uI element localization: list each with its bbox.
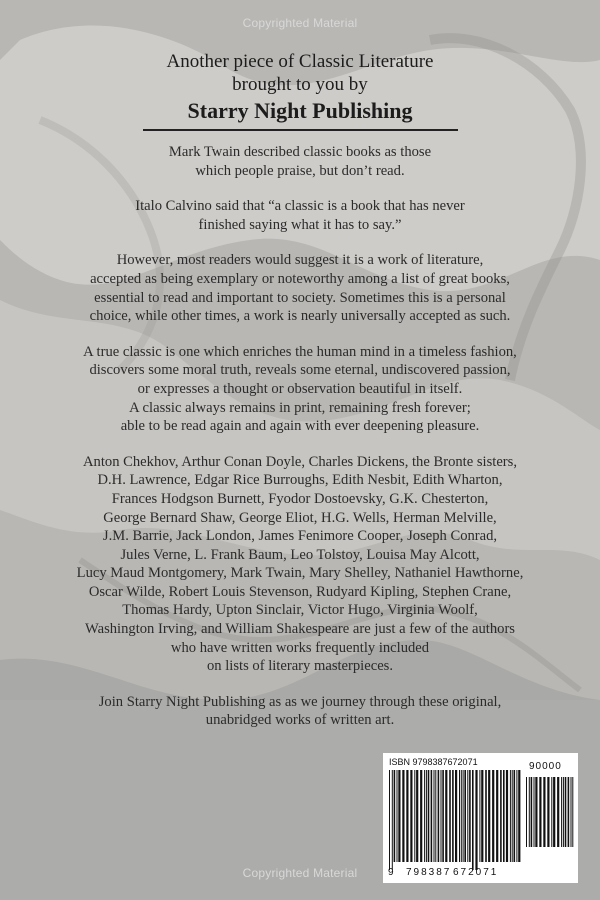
barcode-bar — [518, 770, 520, 862]
barcode-bar — [428, 770, 430, 862]
isbn-barcode — [383, 753, 578, 883]
barcode-bar — [543, 777, 545, 847]
paragraph-join: Join Starry Night Publishing as as we journey through these original, unabridged works of written art. — [98, 693, 502, 729]
barcode-bar — [434, 770, 435, 862]
barcode-left-digits: 798387 — [406, 867, 452, 878]
barcode-bar — [526, 777, 527, 847]
isbn-label: ISBN 9798387672071 — [389, 757, 478, 767]
barcode-lead-digit: 9 — [388, 867, 394, 878]
paragraph-definition: However, most readers would suggest it is a work of literature, accepted as being exemplary or noteworthy among a list of great books, essential to read and important to society. Sometimes this is a personal choice, while other times, a work is nearly universally accepted as such. — [89, 252, 511, 325]
barcode-bar — [402, 770, 404, 862]
paragraph-calvino: Italo Calvino said that “a classic is a book that has never finished saying what it has to say.” — [135, 198, 465, 233]
barcode-bar — [392, 770, 393, 870]
barcode-bar — [469, 770, 471, 862]
barcode-bar — [516, 770, 517, 862]
heading-line-1: Another piece of Classic Literature — [166, 51, 434, 72]
barcode-bar — [394, 770, 396, 862]
barcode-bar — [463, 770, 464, 862]
barcode-bar — [503, 770, 505, 862]
barcode-bar — [475, 770, 477, 870]
barcode-bar — [496, 770, 498, 862]
barcode-bar — [512, 770, 513, 862]
barcode-bar — [510, 770, 511, 862]
barcode-bar — [441, 770, 442, 862]
barcode-bar — [553, 777, 555, 847]
barcode-bar — [467, 770, 468, 862]
barcode-right-digits: 672071 — [453, 867, 499, 878]
addon-digits: 90000 — [529, 761, 562, 772]
barcode-bar — [455, 770, 457, 862]
barcode-bar — [531, 777, 533, 847]
barcode-bar — [572, 777, 573, 847]
barcode-bar — [563, 777, 564, 847]
barcode-bar — [445, 770, 447, 862]
barcode-bar — [488, 770, 490, 862]
barcode-bar — [438, 770, 440, 862]
barcode-bar — [514, 770, 516, 862]
barcode-bar — [479, 770, 480, 862]
paragraph-authors: Anton Chekhov, Arthur Conan Doyle, Charles Dickens, the Bronte sisters, D.H. Lawrence, Edgar Rice Burroughs, Edith Nesbit, Edith Wharton, Frances Hodgson Burnett, Fyodor Dostoevsky, G.K. Chesterton, George Bernard Shaw, George Eliot, H.G. Wells, Herman Melville, J.M. Barrie, Jack London, James Fenimore Cooper, Joseph Conrad, Jules Verne, L. Frank Baum, Leo Tolstoy, Louisa May Alcott, Lucy Maud Montgomery, Mark Twain, Mary Shelley, Nathaniel Hawthorne, Oscar Wilde, Robert Louis Stevenson, Rudyard Kipling, Stephen Crane, Thomas Hardy, Upton Sinclair, Victor Hugo, Virginia Woolf, Washington Irving, and William Shakespeare are just a few of the authors who have written works frequently included on lists of literary masterpieces. — [76, 453, 524, 675]
barcode-bar — [426, 770, 427, 862]
barcode-bar — [424, 770, 425, 862]
barcode-bar — [535, 777, 537, 847]
addon-barcode-bars — [526, 777, 576, 857]
barcode-bar — [452, 770, 454, 862]
barcode-bar — [551, 777, 552, 847]
barcode-bar — [568, 777, 570, 847]
ean-barcode-bars — [389, 770, 524, 870]
publisher-name: Starry Night Publishing — [187, 98, 413, 123]
barcode-bar — [534, 777, 535, 847]
barcode-bar — [571, 777, 572, 847]
heading-line-2: brought to you by — [232, 74, 368, 95]
barcode-bar — [459, 770, 460, 862]
barcode-bar — [492, 770, 494, 862]
barcode-bar — [406, 770, 408, 862]
barcode-bar — [397, 770, 398, 862]
heading-divider — [143, 129, 458, 131]
copyright-watermark-bottom: Copyrighted Material — [242, 866, 358, 880]
barcode-bar — [565, 777, 567, 847]
barcode-bar — [461, 770, 462, 862]
paragraph-true-classic: A true classic is one which enriches the human mind in a timeless fashion, discovers some moral truth, reveals some eternal, undiscovered passion, or expresses a thought or observation beautiful in itself. A classic always remains in print, remaining fresh forever; able to be read again and again with ever deepening pleasure. — [83, 343, 517, 435]
barcode-bar — [481, 770, 483, 862]
barcode-bar — [414, 770, 415, 862]
barcode-bar — [398, 770, 400, 862]
barcode-bar — [561, 777, 562, 847]
barcode-bar — [539, 777, 541, 847]
copyright-watermark-top: Copyrighted Material — [242, 16, 358, 30]
heading-block — [0, 50, 600, 122]
barcode-bar — [472, 770, 474, 870]
barcode-bar — [410, 770, 412, 862]
barcode-bar — [547, 777, 549, 847]
barcode-bar — [500, 770, 502, 862]
barcode-bar — [435, 770, 436, 862]
barcode-bar — [506, 770, 508, 862]
barcode-bar — [485, 770, 487, 862]
barcode-bar — [431, 770, 433, 862]
back-cover-text — [16, 143, 584, 747]
barcode-bar — [416, 770, 418, 862]
barcode-bar — [442, 770, 444, 862]
barcode-bar — [557, 777, 559, 847]
barcode-bar — [420, 770, 422, 862]
barcode-bar — [449, 770, 451, 862]
barcode-bar — [389, 770, 390, 870]
barcode-bar — [464, 770, 466, 862]
paragraph-twain: Mark Twain described classic books as those which people praise, but don’t read. — [168, 144, 432, 179]
barcode-bar — [529, 777, 530, 847]
